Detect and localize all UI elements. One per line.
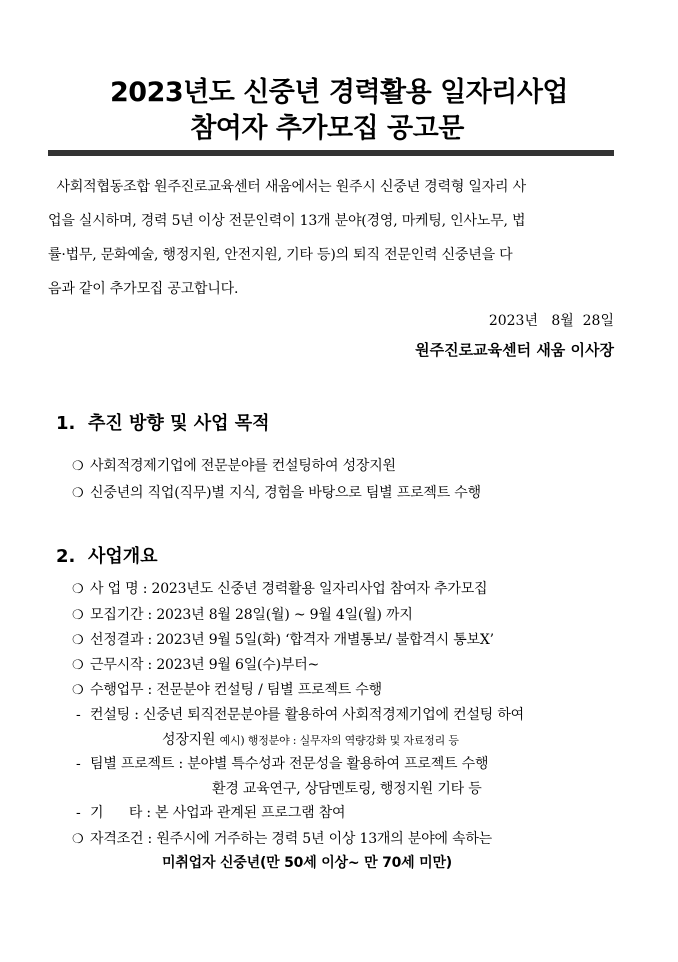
eligibility-item [72, 828, 492, 848]
title-divider [48, 150, 614, 156]
section-2-heading [56, 542, 158, 568]
work-start-text: 근무시작 : 2023년 9월 6일(수)부터~ [90, 657, 320, 673]
recruit-period-item [72, 604, 413, 624]
section-1-item [72, 482, 481, 502]
selection-result-item [72, 629, 494, 649]
organization-signature: 원주진로교육센터 새움 이사장 [415, 341, 614, 359]
circle-bullet-icon: ❍ [72, 658, 84, 673]
intro-line-4: 음과 같이 추가모집 공고합니다. [48, 281, 239, 297]
intro-line-2: 업을 실시하며, 경력 5년 이상 전문인력이 13개 분야(경영, 마케팅, 인사노무, 법 [48, 213, 526, 229]
other-text: 기 타 : 본 사업과 관계된 프로그램 참여 [90, 805, 346, 821]
work-start-item [72, 654, 319, 674]
consulting-cont-text: 성장지원 [162, 732, 216, 748]
consulting-text: 컨설팅 : 신중년 퇴직전문분야를 활용하여 사회적경제기업에 컨설팅 하여 [90, 707, 524, 723]
announcement-date: 2023년 8월 28일 [488, 313, 614, 329]
duties-item [72, 679, 382, 699]
section-1-number: 1. [56, 413, 76, 434]
section-2-title: 사업개요 [88, 546, 158, 567]
dash-marker: - [76, 707, 81, 723]
section-2-number: 2. [56, 546, 76, 567]
section-1-item [72, 455, 396, 475]
consulting-item [76, 704, 524, 724]
section-1-item-text: 사회적경제기업에 전문분야를 컨설팅하여 성장지원 [90, 458, 396, 474]
title-line-2: 참여자 추가모집 공고문 [190, 113, 464, 144]
circle-bullet-icon: ❍ [72, 582, 84, 597]
intro-line-3: 률·법무, 문화예술, 행정지원, 안전지원, 기타 등)의 퇴직 전문인력 신중년을 다 [48, 247, 513, 263]
other-item [76, 802, 345, 822]
selection-result-text: 선정결과 : 2023년 9월 5일(화) ‘합격자 개별통보/ 불합격시 통보X’ [90, 632, 494, 648]
dash-marker: - [76, 756, 81, 772]
eligibility-continuation: 미취업자 신중년(만 50세 이상~ 만 70세 미만) [162, 855, 452, 871]
eligibility-text: 자격조건 : 원주시에 거주하는 경력 5년 이상 13개의 분야에 속하는 [90, 831, 492, 847]
circle-bullet-icon: ❍ [72, 608, 84, 623]
circle-bullet-icon: ❍ [72, 486, 84, 501]
section-1-heading [56, 409, 270, 435]
recruit-period-text: 모집기간 : 2023년 8월 28일(월) ~ 9월 4일(월) 까지 [90, 607, 413, 623]
duties-text: 수행업무 : 전문분야 컨설팅 / 팀별 프로젝트 수행 [90, 682, 382, 698]
circle-bullet-icon: ❍ [72, 832, 84, 847]
section-1-title: 추진 방향 및 사업 목적 [88, 413, 270, 434]
section-1-item-text: 신중년의 직업(직무)별 지식, 경험을 바탕으로 팀별 프로젝트 수행 [90, 485, 481, 501]
title-line-1: 2023년도 신중년 경력활용 일자리사업 [110, 77, 568, 108]
intro-line-1: 사회적협동조합 원주진로교육센터 새움에서는 원주시 신중년 경력형 일자리 사 [48, 179, 526, 195]
consulting-example-text: 예시) 행정분야 : 실무자의 역량강화 및 자료정리 등 [219, 734, 459, 747]
circle-bullet-icon: ❍ [72, 459, 84, 474]
team-project-text: 팀별 프로젝트 : 분야별 특수성과 전문성을 활용하여 프로젝트 수행 [90, 756, 489, 772]
circle-bullet-icon: ❍ [72, 633, 84, 648]
project-name-item [72, 578, 487, 598]
project-name-text: 사 업 명 : 2023년도 신중년 경력활용 일자리사업 참여자 추가모집 [90, 581, 488, 597]
dash-marker: - [76, 805, 81, 821]
circle-bullet-icon: ❍ [72, 683, 84, 698]
consulting-continuation [162, 729, 459, 749]
team-project-item [76, 753, 488, 773]
team-project-continuation: 환경 교육연구, 상담멘토링, 행정지원 기타 등 [212, 781, 482, 797]
intro-paragraph [48, 170, 614, 306]
